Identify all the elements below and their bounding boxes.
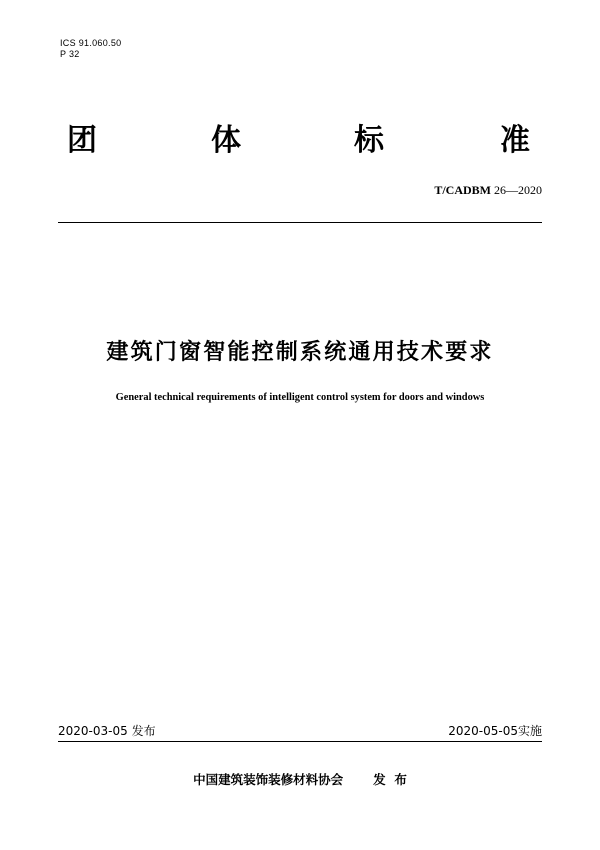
- document-title-en: General technical requirements of intelligent control system for doors and windows: [115, 392, 485, 403]
- issue-date-value: 2020-03-05: [58, 724, 128, 738]
- ics-code: ICS 91.060.50: [60, 38, 122, 48]
- document-title-cn: 建筑门窗智能控制系统通用技术要求: [106, 340, 494, 365]
- publisher-action: 发 布: [373, 772, 407, 787]
- publisher-name: 中国建筑装饰装修材料协会: [193, 772, 344, 787]
- standard-type-char-2: 体: [211, 123, 241, 158]
- implement-date-value: 2020-05-05: [448, 724, 518, 738]
- footer-divider: [58, 741, 542, 742]
- standard-number: [434, 183, 542, 197]
- standard-year: 26—2020: [494, 183, 542, 197]
- standard-type-char-4: 准: [500, 123, 530, 158]
- publisher: [0, 772, 600, 788]
- standard-code: T/CADBM: [434, 183, 491, 197]
- ccs-code: P 32: [60, 49, 80, 59]
- issue-label: 发布: [131, 724, 156, 738]
- implement-label: 实施: [517, 724, 542, 738]
- header-divider: [58, 222, 542, 223]
- standard-type-char-3: 标: [354, 123, 384, 158]
- issue-date: [58, 724, 156, 738]
- standard-type-char-1: 团: [67, 123, 97, 158]
- implement-date: [448, 724, 542, 738]
